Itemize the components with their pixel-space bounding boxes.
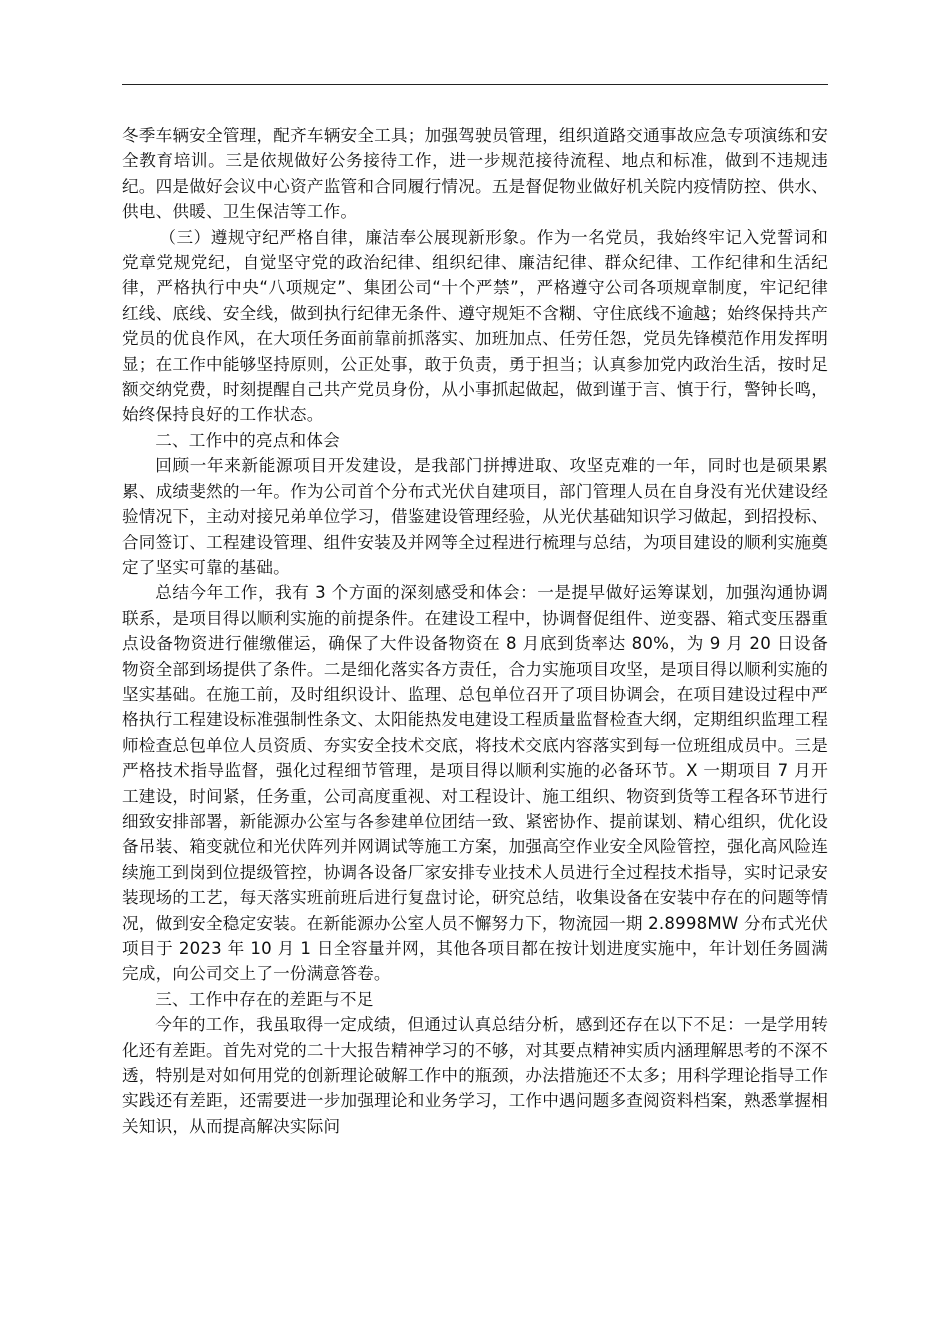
paragraph-section-three-discipline: （三）遵规守纪严格自律，廉洁奉公展现新形象。作为一名党员，我始终牢记入党誓词和党章党规党纪，自觉坚守党的政治纪律、组织纪律、廉洁纪律、群众纪律、工作纪律和生活纪律，严格执行中央“八项规定”、集团公司“十个严禁”，严格遵守公司各项规章制度，牢记纪律红线、底线、安全线，做到执行纪律无条件、遵守规矩不含糊、守住底线不逾越；始终保持共产党员的优良作风，在大项任务面前靠前抓落实、加班加点、任劳任怨，党员先锋模范作用发挥明显；在工作中能够坚持原则，公正处事，敢于负责，勇于担当；认真参加党内政治生活，按时足额交纳党费，时刻提醒自己共产党员身份，从小事抓起做起，做到谨于言、慎于行，警钟长鸣，始终保持良好的工作状态。 bbox=[122, 227, 828, 425]
section-heading-highlights: 二、工作中的亮点和体会 bbox=[155, 430, 340, 450]
header-rule bbox=[122, 84, 828, 85]
document-body bbox=[122, 123, 828, 1139]
paragraph-1: 冬季车辆安全管理，配齐车辆安全工具；加强驾驶员管理，组织道路交通事故应急专项演练和安全教育培训。三是依规做好公务接待工作，进一步规范接待流程、地点和标准，做到不违规违纪。四是做好会议中心资产监管和合同履行情况。五是督促物业做好机关院内疫情防控、供水、供电、供暖、卫生保洁等工作。 bbox=[122, 126, 828, 222]
paragraph-review: 回顾一年来新能源项目开发建设，是我部门拼搏进取、攻坚克难的一年，同时也是硕果累累、成绩斐然的一年。作为公司首个分布式光伏自建项目，部门管理人员在自身没有光伏建设经验情况下，主动对接兄弟单位学习，借鉴建设管理经验，从光伏基础知识学习做起，到招投标、合同签订、工程建设管理、组件安装及并网等全过程进行梳理与总结，为项目建设的顺利实施奠定了坚实可靠的基础。 bbox=[122, 456, 828, 577]
paragraph-shortcomings: 今年的工作，我虽取得一定成绩，但通过认真总结分析，感到还存在以下不足：一是学用转化还有差距。首先对党的二十大报告精神学习的不够，对其要点精神实质内涵理解思考的不深不透，特别是对如何用党的创新理论破解工作中的瓶颈，办法措施还不太多；用科学理论指导工作实践还有差距，还需要进一步加强理论和业务学习，工作中遇问题多查阅资料档案，熟悉掌握相关知识，从而提高解决实际问 bbox=[122, 1015, 828, 1136]
paragraph-summary: 总结今年工作，我有 3 个方面的深刻感受和体会：一是提早做好运筹谋划，加强沟通协调联系，是项目得以顺利实施的前提条件。在建设工程中，协调督促组件、逆变器、箱式变压器重点设备物资进行催缴催运，确保了大件设备物资在 8 月底到货率达 80%，为 9 月 20 日设备物资全部到场提供了条件。二是细化落实各方责任，合力实施项目攻坚，是项目得以顺利实施的坚实基础。在施工前，及时组织设计、监理、总包单位召开了项目协调会，在项目建设过程中严格执行工程建设标准强制性条文、太阳能热发电建设工程质量监督检查大纲，定期组织监理工程师检查总包单位人员资质、夯实安全技术交底，将技术交底内容落实到每一位班组成员中。三是严格技术指导监督，强化过程细节管理，是项目得以顺利实施的必备环节。X 一期项目 7 月开工建设，时间紧，任务重，公司高度重视、对工程设计、施工组织、物资到货等工程各环节进行细致安排部署，新能源办公室与各参建单位团结一致、紧密协作、提前谋划、精心组织，优化设备吊装、箱变就位和光伏阵列并网调试等施工方案，加强高空作业安全风险管控，强化高风险连续施工到岗到位提级管控，协调各设备厂家安排专业技术人员进行全过程技术指导，实时记录安装现场的工艺，每天落实班前班后进行复盘讨论，研究总结，收集设备在安装中存在的问题等情况，做到安全稳定安装。在新能源办公室人员不懈努力下，物流园一期 2.8998MW 分布式光伏项目于 2023 年 10 月 1 日全容量并网，其他各项目都在按计划进度实施中，年计划任务圆满完成，向公司交上了一份满意答卷。 bbox=[122, 583, 828, 984]
section-heading-shortcomings: 三、工作中存在的差距与不足 bbox=[155, 989, 374, 1009]
